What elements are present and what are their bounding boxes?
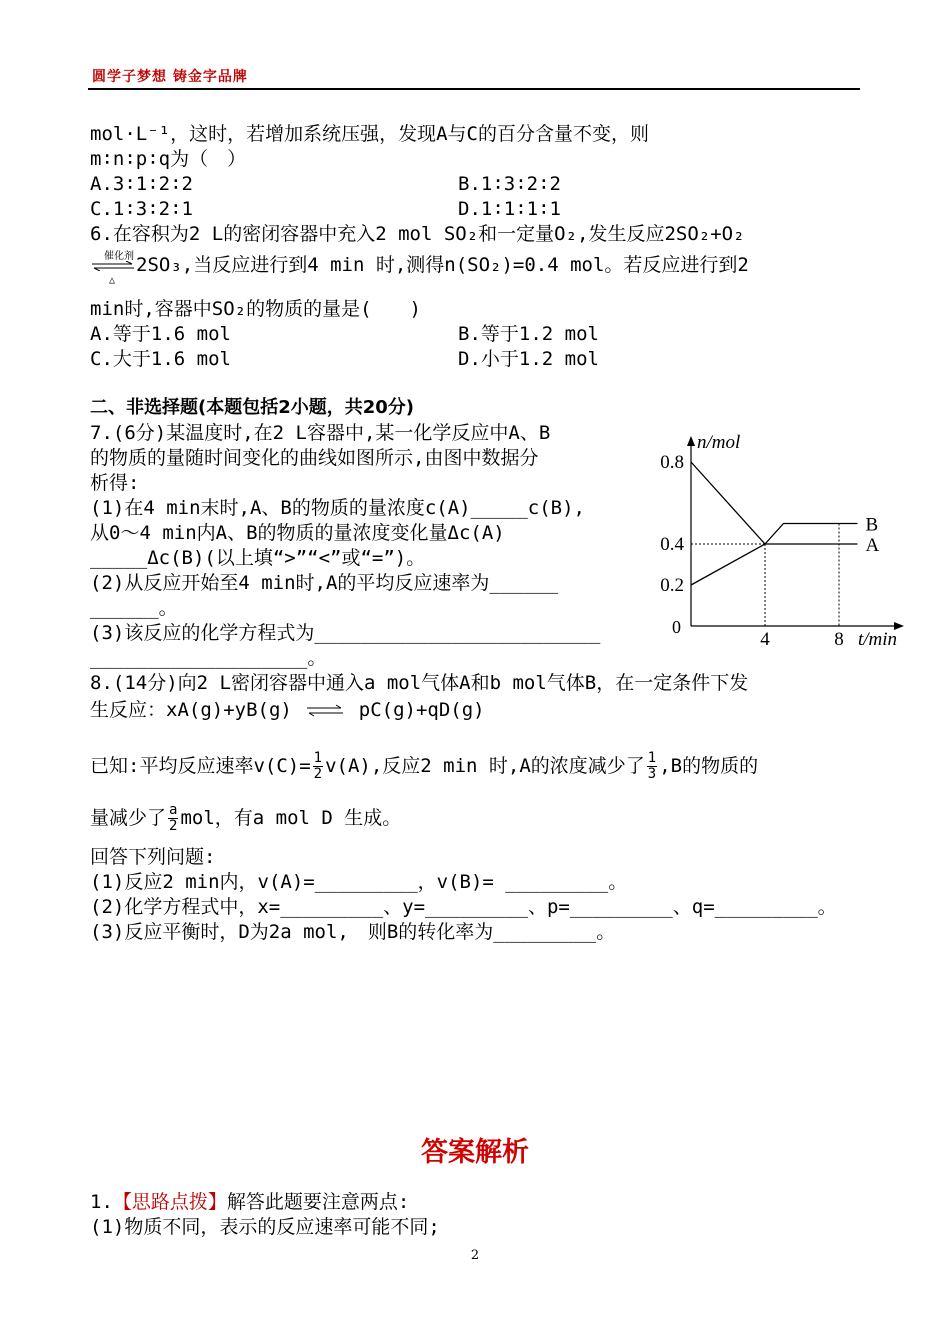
q6-line2-text: 2SO₃,当反应进行到4 min 时,测得n(SO₂)=0.4 mol。若反应进行到2: [136, 254, 749, 276]
q8-reaction-left: 生反应：xA(g)+yB(g): [90, 699, 292, 721]
x-tick-label: 8: [834, 629, 844, 650]
q6-line2: [90, 250, 749, 286]
answer-number: 1.: [90, 1191, 113, 1213]
q8-line2: [90, 698, 485, 722]
q6-option-c: C.大于1.6 mol: [90, 348, 231, 370]
fraction-numerator: 1: [313, 750, 323, 766]
q7-line4: (1)在4 min末时,A、B的物质的量浓度c(A)_____c(B),: [90, 497, 585, 519]
q8-line1: 8.(14分)向2 L密闭容器中通入a mol气体A和b mol气体B，在一定条件下发: [90, 672, 749, 694]
q6-option-d: D.小于1.2 mol: [458, 348, 599, 370]
fraction-one-half: [313, 751, 323, 782]
answer-tag: 【思路点拨】: [112, 1191, 227, 1213]
series-label-A: A: [865, 535, 880, 556]
q8-line3-part3: ,B的物质的: [659, 755, 759, 777]
fraction-numerator: 1: [647, 750, 657, 766]
fraction-denominator: 3: [647, 766, 657, 782]
section-title: 二、非选择题(本题包括2小题，共20分): [90, 397, 415, 418]
q6-option-a: A.等于1.6 mol: [90, 323, 231, 345]
y-axis-arrow-icon: [687, 436, 695, 446]
q6-line1: 6.在容积为2 L的密闭容器中充入2 mol SO₂和一定量O₂,发生反应2SO₂+O₂: [90, 223, 745, 245]
n-vs-t-chart: [650, 428, 912, 650]
q8-line3: [90, 748, 758, 784]
q7-line2: 的物质的量随时间变化的曲线如图所示,由图中数据分: [90, 447, 539, 469]
series-line-A: [691, 462, 858, 544]
q8-line4-part1: 量减少了: [90, 807, 167, 829]
x-tick-label: 4: [760, 629, 770, 650]
q5-line1: mol·L⁻¹，这时，若增加系统压强，发现A与C的百分含量不变，则: [90, 123, 649, 145]
q6-line3: min时,容器中SO₂的物质的量是( ): [90, 298, 421, 320]
q8-line6: (1)反应2 min内，v(A)=_________，v(B)= _________。: [90, 871, 628, 893]
answer-line1: [90, 1190, 409, 1214]
q8-line7: (2)化学方程式中，x=_________、y=_________、p=_________、q=_________。: [90, 896, 837, 918]
answer-title: 答案解析: [421, 1137, 529, 1168]
q7-line10: ___________________。: [90, 647, 327, 669]
fraction-denominator: 2: [313, 766, 323, 782]
origin-label: 0: [672, 617, 681, 637]
q5-option-c: C.1∶3∶2∶1: [90, 198, 193, 220]
q5-option-a: A.3∶1∶2∶2: [90, 173, 193, 195]
q7-line3: 析得:: [90, 472, 140, 494]
q8-line3-part2: v(A),反应2 min 时,A的浓度减少了: [325, 755, 645, 777]
series-label-B: B: [865, 514, 879, 536]
x-axis-label: t/min: [858, 629, 898, 650]
q8-line4: [90, 800, 401, 836]
answer-line1-text: 解答此题要注意两点:: [226, 1191, 410, 1213]
q7-line6: _____Δc(B)(以上填“>”“<”或“=”)。: [90, 547, 426, 569]
y-axis-label: n/mol: [697, 432, 741, 453]
series-line-B: [691, 524, 858, 586]
q8-line5: 回答下列问题:: [90, 846, 216, 868]
y-tick-label: 0.8: [660, 452, 684, 473]
q5-line2: m∶n∶p∶q为（ ）: [90, 148, 247, 170]
q8-line8: (3)反应平衡时，D为2a mol, 则B的转化率为_________。: [90, 921, 616, 943]
catalyst-label: 催化剂: [104, 250, 134, 262]
q5-option-d: D.1∶1∶1∶1: [458, 198, 561, 220]
fraction-a-half: [168, 803, 178, 834]
heat-label: △: [109, 274, 116, 286]
q5-option-b: B.1∶3∶2∶2: [458, 173, 561, 195]
answer-line2: (1)物质不同，表示的反应速率可能不同;: [90, 1216, 440, 1238]
y-tick-label: 0.4: [660, 534, 684, 555]
q8-reaction-right: pC(g)+qD(g): [358, 699, 485, 721]
fraction-numerator: a: [169, 802, 178, 818]
q7-line8: ______。: [90, 597, 178, 619]
header-slogan: 圆学子梦想 铸金字品牌: [92, 69, 248, 85]
chart-layer: [660, 432, 904, 650]
q7-line7: (2)从反应开始至4 min时,A的平均反应速率为______: [90, 572, 559, 594]
reversible-arrow-icon: [90, 250, 136, 286]
q8-line4-part2: mol，有a mol D 生成。: [180, 807, 402, 829]
fraction-denominator: 2: [169, 818, 178, 834]
q6-option-b: B.等于1.2 mol: [458, 323, 599, 345]
q8-line3-part1: 已知:平均反应速率v(C)=: [90, 755, 311, 777]
page-number: 2: [470, 1248, 480, 1263]
q7-line9: (3)该反应的化学方程式为_________________________: [90, 622, 601, 644]
q7-line5: 从0～4 min内A、B的物质的量浓度变化量Δc(A): [90, 522, 505, 544]
q7-line1: 7.(6分)某温度时,在2 L容器中,某一化学反应中A、B: [90, 422, 551, 444]
y-tick-label: 0.2: [660, 575, 684, 596]
fraction-one-third: [647, 751, 657, 782]
header-rule: [88, 88, 860, 90]
equilibrium-arrow-icon: [305, 704, 345, 718]
